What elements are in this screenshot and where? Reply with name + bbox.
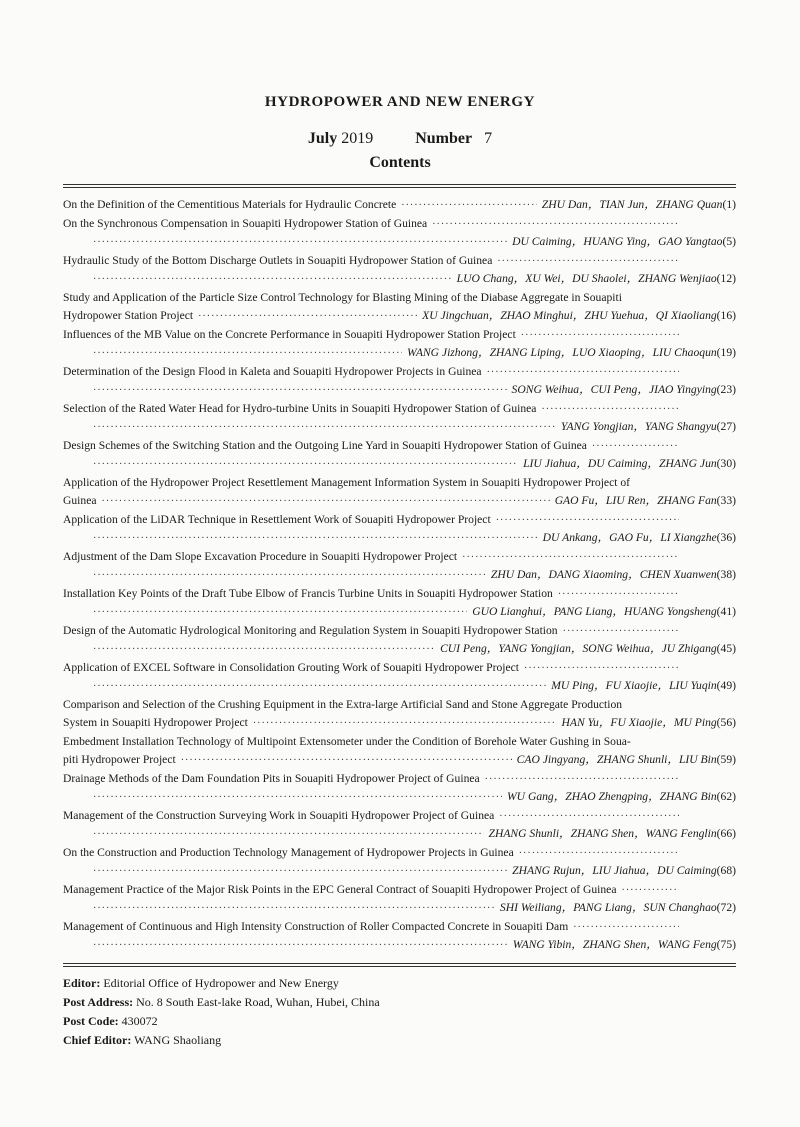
entry-page: (12) xyxy=(716,272,736,285)
dot-leader xyxy=(93,456,518,475)
toc-entry xyxy=(63,511,736,548)
toc-entry xyxy=(63,196,736,215)
footer-chief-editor: Chief Editor: WANG Shaoliang xyxy=(63,1033,222,1047)
footer-post-code: Post Code: 430072 xyxy=(63,1014,158,1028)
dot-leader xyxy=(93,937,508,956)
dot-leader xyxy=(93,900,495,919)
top-rule-1 xyxy=(63,184,736,185)
entry-page: (23) xyxy=(716,383,736,396)
contents-title: Contents xyxy=(369,154,431,171)
entry-title-cont: piti Hydropower Project xyxy=(63,753,176,766)
entry-title: Application of the LiDAR Technique in Resettlement Work of Souapiti Hydropower Project xyxy=(63,512,491,526)
entry-page: (66) xyxy=(716,827,736,840)
entry-authors: WANG Yibin，ZHANG Shen，WANG Feng xyxy=(512,938,717,951)
toc-entry xyxy=(63,622,736,659)
entry-authors: ZHANG Shunli，ZHANG Shen，WANG Fenglin xyxy=(488,827,717,840)
dot-leader xyxy=(93,567,486,586)
entry-authors: XU Jingchuan，ZHAO Minghui，ZHU Yuehua，QI Xiaoliang xyxy=(422,309,717,322)
dot-leader xyxy=(496,512,679,531)
dot-leader xyxy=(93,271,452,290)
entry-page: (1) xyxy=(722,198,736,211)
entry-authors: ZHU Dan，DANG Xiaoming，CHEN Xuanwen xyxy=(490,568,717,581)
toc-entry xyxy=(63,659,736,696)
entry-page: (30) xyxy=(716,457,736,470)
toc-entry xyxy=(63,437,736,474)
entry-authors: DU Ankang，GAO Fu，LI Xiangzhe xyxy=(542,531,717,544)
dot-leader xyxy=(93,234,507,253)
dot-leader xyxy=(519,845,679,864)
entry-title: On the Definition of the Cementitious Materials for Hydraulic Concrete xyxy=(63,198,397,211)
entry-title: Application of the Hydropower Project Resettlement Management Information System in Souapiti Hydropower Project of xyxy=(63,475,631,489)
dot-leader xyxy=(563,623,679,642)
journal-title: HYDROPOWER AND NEW ENERGY xyxy=(264,94,536,110)
dot-leader xyxy=(524,660,679,679)
dot-leader xyxy=(499,808,679,827)
entry-authors: ZHANG Rujun，LIU Jiahua，DU Caiming xyxy=(512,864,717,877)
toc-entry xyxy=(63,918,736,955)
dot-leader xyxy=(573,919,679,938)
toc-entry xyxy=(63,585,736,622)
entry-page: (36) xyxy=(716,531,736,544)
entry-authors: LIU Jiahua，DU Caiming，ZHANG Jun xyxy=(523,457,717,470)
footer xyxy=(63,974,380,1050)
toc-entry xyxy=(63,252,736,289)
entry-authors: WU Gang，ZHAO Zhengping，ZHANG Bin xyxy=(507,790,717,803)
dot-leader xyxy=(198,308,417,327)
entry-title: Embedment Installation Technology of Multipoint Extensometer under the Condition of Borehole Water Gushing in Soua- xyxy=(63,734,631,748)
entry-page: (49) xyxy=(716,679,736,692)
dot-leader xyxy=(541,401,679,420)
entry-authors: LUO Chang，XU Wei，DU Shaolei，ZHANG Wenjiao xyxy=(456,272,717,285)
entry-authors: HAN Yu，FU Xiaojie，MU Ping xyxy=(561,716,717,729)
entry-title: Management Practice of the Major Risk Points in the EPC General Contract of Souapiti Hydropower Project of Guinea xyxy=(63,882,617,896)
entry-title: Management of the Construction Surveying Work in Souapiti Hydropower Project of Guinea xyxy=(63,808,495,822)
entry-page: (27) xyxy=(716,420,736,433)
entry-authors: WANG Jizhong，ZHANG Liping，LUO Xiaoping，LIU Chaoqun xyxy=(407,346,717,359)
dot-leader xyxy=(485,771,679,790)
dot-leader xyxy=(432,216,679,235)
entry-title: Comparison and Selection of the Crushing Equipment in the Extra-large Artificial Sand and Stone Aggregate Production xyxy=(63,697,623,711)
entry-authors: SONG Weihua，CUI Peng，JIAO Yingying xyxy=(511,383,717,396)
entry-authors: MU Ping，FU Xiaojie，LIU Yuqin xyxy=(551,679,717,692)
toc-entry xyxy=(63,881,736,918)
toc-entry xyxy=(63,326,736,363)
entry-page: (72) xyxy=(716,901,736,914)
dot-leader xyxy=(592,438,679,457)
dot-leader xyxy=(253,715,557,734)
entry-title: Influences of the MB Value on the Concrete Performance in Souapiti Hydropower Station Project xyxy=(63,327,516,341)
entry-authors: GAO Fu，LIU Ren，ZHANG Fan xyxy=(554,494,717,507)
dot-leader xyxy=(621,882,679,901)
entry-page: (75) xyxy=(716,938,736,951)
dot-leader xyxy=(497,253,679,272)
issue-number: 7 xyxy=(484,130,493,147)
entry-title-cont: Guinea xyxy=(63,494,97,507)
toc-entry xyxy=(63,363,736,400)
entry-page: (59) xyxy=(716,753,736,766)
entry-page: (33) xyxy=(716,494,736,507)
dot-leader xyxy=(101,493,549,512)
top-rule-2 xyxy=(63,187,736,188)
toc-entry xyxy=(63,807,736,844)
dot-leader xyxy=(93,678,546,697)
dot-leader xyxy=(93,863,507,882)
bottom-rule-1 xyxy=(63,963,736,964)
issue-year: 2019 xyxy=(341,130,374,147)
toc-entry xyxy=(63,733,736,770)
entry-title: Selection of the Rated Water Head for Hydro-turbine Units in Souapiti Hydropower Station of Guinea xyxy=(63,401,537,415)
entry-title: Study and Application of the Particle Size Control Technology for Blasting Mining of the Diabase Aggregate in Souapiti xyxy=(63,290,622,304)
entry-page: (56) xyxy=(716,716,736,729)
dot-leader xyxy=(93,382,507,401)
entry-title-cont: Hydropower Station Project xyxy=(63,309,194,322)
dot-leader xyxy=(93,419,556,438)
entry-page: (45) xyxy=(716,642,736,655)
entry-authors: GUO Lianghui，PANG Liang，HUANG Yongsheng xyxy=(472,605,717,618)
entry-authors: ZHU Dan，TIAN Jun，ZHANG Quan xyxy=(541,198,723,211)
toc-entry xyxy=(63,474,736,511)
toc-entry xyxy=(63,400,736,437)
dot-leader xyxy=(521,327,679,346)
entry-page: (38) xyxy=(716,568,736,581)
issue-line xyxy=(0,130,800,148)
dot-leader xyxy=(558,586,679,605)
dot-leader xyxy=(93,789,502,808)
entry-page: (41) xyxy=(716,605,736,618)
footer-editor: Editor: Editorial Office of Hydropower and New Energy xyxy=(63,976,339,990)
table-of-contents xyxy=(63,196,736,955)
entry-authors: YANG Yongjian，YANG Shangyu xyxy=(560,420,717,433)
toc-entry xyxy=(63,548,736,585)
footer-post-address: Post Address: No. 8 South East-lake Road, Wuhan, Hubei, China xyxy=(63,995,380,1009)
entry-page: (5) xyxy=(722,235,736,248)
entry-title: Installation Key Points of the Draft Tube Elbow of Francis Turbine Units in Souapiti Hydropower Station xyxy=(63,586,553,600)
dot-leader xyxy=(93,530,538,549)
entry-title: Adjustment of the Dam Slope Excavation Procedure in Souapiti Hydropower Project xyxy=(63,549,458,563)
entry-title: On the Synchronous Compensation in Souapiti Hydropower Station of Guinea xyxy=(63,216,428,230)
issue-month: July xyxy=(307,130,338,147)
entry-page: (62) xyxy=(716,790,736,803)
dot-leader xyxy=(181,752,512,771)
entry-page: (16) xyxy=(716,309,736,322)
toc-entry xyxy=(63,770,736,807)
entry-authors: DU Caiming，HUANG Ying，GAO Yangtao xyxy=(512,235,723,248)
dot-leader xyxy=(93,604,467,623)
entry-page: (19) xyxy=(716,346,736,359)
toc-entry xyxy=(63,289,736,326)
bottom-rule-2 xyxy=(63,966,736,967)
entry-title: Management of Continuous and High Intensity Construction of Roller Compacted Concrete in Souapiti Dam xyxy=(63,919,569,933)
dot-leader xyxy=(487,364,679,383)
entry-page: (68) xyxy=(716,864,736,877)
issue-number-label: Number xyxy=(415,130,473,147)
entry-title: Drainage Methods of the Dam Foundation Pits in Souapiti Hydropower Project of Guinea xyxy=(63,771,480,785)
entry-title-cont: System in Souapiti Hydropower Project xyxy=(63,716,248,729)
dot-leader xyxy=(93,641,435,660)
entry-title: Application of EXCEL Software in Consolidation Grouting Work of Souapiti Hydropower Project xyxy=(63,660,519,674)
dot-leader xyxy=(462,549,679,568)
entry-authors: CUI Peng，YANG Yongjian，SONG Weihua，JU Zhigang xyxy=(440,642,717,655)
toc-entry xyxy=(63,215,736,252)
entry-title: Design Schemes of the Switching Station and the Outgoing Line Yard in Souapiti Hydropower Station of Guinea xyxy=(63,438,587,452)
dot-leader xyxy=(93,826,484,845)
entry-title: On the Construction and Production Technology Management of Hydropower Projects in Guinea xyxy=(63,845,514,859)
toc-entry xyxy=(63,696,736,733)
entry-title: Design of the Automatic Hydrological Monitoring and Regulation System in Souapiti Hydropower Station xyxy=(63,623,558,637)
entry-authors: SHI Weiliang，PANG Liang，SUN Changhao xyxy=(499,901,717,914)
dot-leader xyxy=(93,345,402,364)
entry-title: Hydraulic Study of the Bottom Discharge Outlets in Souapiti Hydropower Station of Guinea xyxy=(63,253,493,267)
entry-authors: CAO Jingyang，ZHANG Shunli，LIU Bin xyxy=(516,753,717,766)
entry-title: Determination of the Design Flood in Kaleta and Souapiti Hydropower Projects in Guinea xyxy=(63,364,482,378)
dot-leader xyxy=(401,197,537,216)
toc-entry xyxy=(63,844,736,881)
